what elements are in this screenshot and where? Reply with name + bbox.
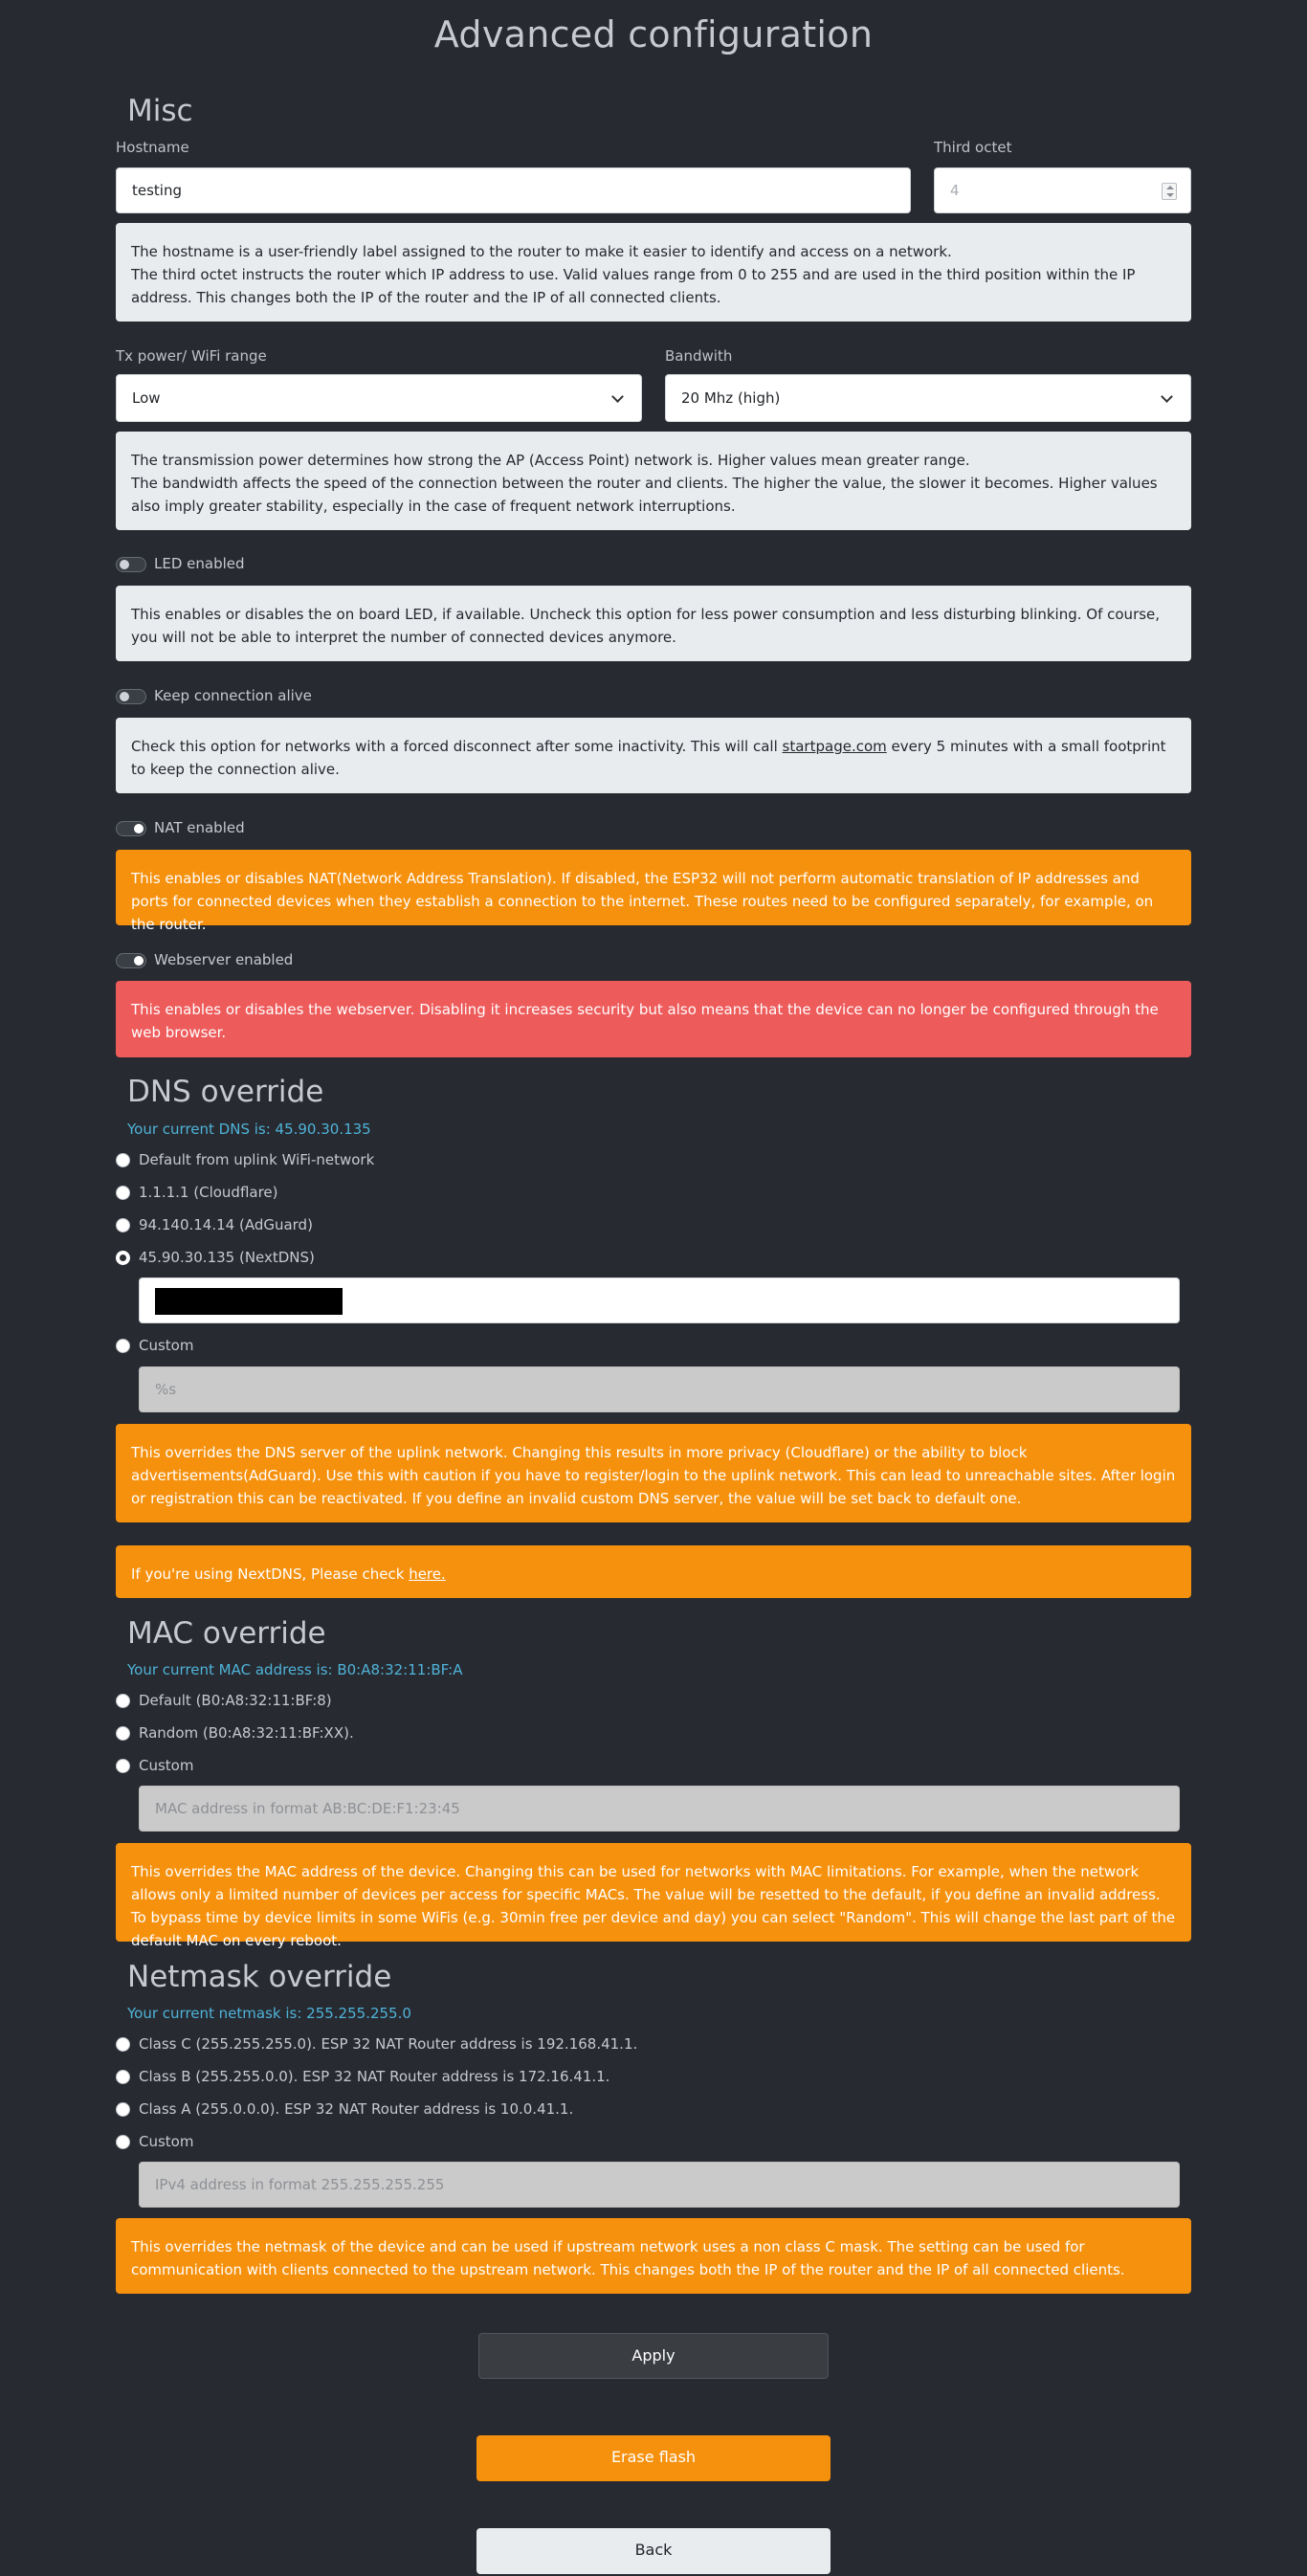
- toggle-knob: [120, 560, 129, 569]
- mac-radio-custom[interactable]: [116, 1759, 130, 1773]
- third-octet-label: Third octet: [934, 139, 1012, 156]
- nextdns-here-link[interactable]: here.: [409, 1566, 446, 1583]
- nextdns-info-text: [131, 1563, 1176, 1586]
- tx-power-info-text: The transmission power determines how strong the AP (Access Point) network is. Higher values mean greater range.: [131, 452, 970, 469]
- mac-option-custom: Custom: [139, 1757, 194, 1774]
- current-mac: Your current MAC address is: B0:A8:32:11:BF:A: [127, 1661, 463, 1678]
- keepalive-label: Keep connection alive: [154, 687, 312, 704]
- bandwidth-select[interactable]: [665, 374, 1191, 422]
- chevron-down-icon: [611, 390, 624, 403]
- dns-radio-custom[interactable]: [116, 1339, 130, 1353]
- netmask-radio-class-c[interactable]: [116, 2037, 130, 2052]
- toggle-knob: [134, 956, 144, 966]
- netmask-info-text: This overrides the netmask of the device and can be used if upstream network uses a non class C mask. The setting can be used for communication with clients connected to the upstream network. This changes both the IP of the router and the IP of all connected clients.: [131, 2238, 1125, 2278]
- dns-option-cloudflare: 1.1.1.1 (Cloudflare): [139, 1184, 278, 1201]
- nat-toggle[interactable]: [116, 821, 146, 836]
- led-info-box: [116, 586, 1191, 661]
- bandwidth-info-text: The bandwidth affects the speed of the connection between the router and clients. The higher the value, the slower it becomes. Higher values also imply greater stability, especially in the case of frequent network interruptions.: [131, 475, 1158, 515]
- back-button[interactable]: Back: [476, 2528, 831, 2574]
- mac-info-box: [116, 1843, 1191, 1949]
- third-octet-input[interactable]: [934, 167, 1191, 213]
- dns-info-text: This overrides the DNS server of the uplink network. Changing this results in more privacy (Cloudflare) or the ability to block advertisements(AdGuard). Use this with caution if you have to register/login to the uplink network. This can lead to unreachable sites. After login or registration this can be reactivated. If you define an invalid custom DNS server, the value will be set back to default one.: [131, 1444, 1176, 1507]
- misc-heading: Misc: [127, 94, 193, 128]
- nat-info-text: This enables or disables NAT(Network Address Translation). If disabled, the ESP32 will not perform automatic translation of IP addresses and ports for connected devices when they establish a connection to the internet. These routes need to be configured separately, for example, on the router.: [131, 870, 1154, 933]
- tx-power-select[interactable]: [116, 374, 642, 422]
- keepalive-toggle[interactable]: [116, 689, 146, 704]
- tx-power-label: Tx power/ WiFi range: [116, 347, 267, 365]
- current-dns: Your current DNS is: 45.90.30.135: [127, 1121, 371, 1138]
- hostname-info-box: [116, 223, 1191, 322]
- dns-option-adguard: 94.140.14.14 (AdGuard): [139, 1216, 313, 1233]
- dns-option-custom: Custom: [139, 1337, 194, 1354]
- hostname-label: Hostname: [116, 139, 189, 156]
- hostname-input[interactable]: testing: [116, 167, 911, 213]
- tx-power-value: Low: [132, 389, 161, 407]
- mac-info-text: This overrides the MAC address of the device. Changing this can be used for networks with MAC limitations. For example, when the network allows only a limited number of devices per access for specific MACs. The value will be resetted to the default, if you define an invalid address. To bypass time by device limits in some WiFis (e.g. 30min free per device and day) you can select "Random". This will change the last part of the default MAC on every reboot.: [131, 1863, 1176, 1949]
- dns-radio-nextdns[interactable]: [116, 1251, 130, 1265]
- keepalive-info-pre: Check this option for networks with a forced disconnect after some inactivity. This will call: [131, 738, 783, 755]
- custom-mac-input[interactable]: MAC address in format AB:BC:DE:F1:23:45: [139, 1786, 1180, 1832]
- nat-label: NAT enabled: [154, 819, 245, 836]
- page-title: Advanced configuration: [433, 13, 874, 56]
- netmask-info-box: [116, 2218, 1191, 2294]
- netmask-option-custom: Custom: [139, 2133, 194, 2150]
- webserver-info-text: This enables or disables the webserver. Disabling it increases security but also means that the device can no longer be configured through the web browser.: [131, 1001, 1159, 1041]
- netmask-option-class-c: Class C (255.255.255.0). ESP 32 NAT Router address is 192.168.41.1.: [139, 2035, 638, 2053]
- netmask-radio-custom[interactable]: [116, 2135, 130, 2149]
- dns-option-nextdns: 45.90.30.135 (NextDNS): [139, 1249, 315, 1266]
- mac-option-default: Default (B0:A8:32:11:BF:8): [139, 1692, 332, 1709]
- nextdns-info-pre: If you're using NextDNS, Please check: [131, 1566, 410, 1583]
- toggle-knob: [120, 692, 129, 701]
- apply-button[interactable]: Apply: [478, 2333, 829, 2379]
- mac-radio-random[interactable]: [116, 1726, 130, 1741]
- number-stepper-icon[interactable]: [1162, 183, 1177, 200]
- bandwidth-value: 20 Mhz (high): [681, 389, 781, 407]
- dns-option-default: Default from uplink WiFi-network: [139, 1151, 375, 1168]
- netmask-option-class-a: Class A (255.0.0.0). ESP 32 NAT Router address is 10.0.41.1.: [139, 2100, 574, 2118]
- keepalive-info-box: [116, 718, 1191, 793]
- webserver-info-box: [116, 981, 1191, 1057]
- nat-info-box: [116, 850, 1191, 933]
- netmask-heading: Netmask override: [127, 1960, 392, 1994]
- third-octet-value: 4: [950, 182, 960, 199]
- nextdns-info-box: [116, 1545, 1191, 1598]
- current-netmask: Your current netmask is: 255.255.255.0: [127, 2005, 411, 2022]
- netmask-radio-class-b[interactable]: [116, 2070, 130, 2084]
- erase-flash-button[interactable]: Erase flash: [476, 2435, 831, 2481]
- dns-info-box: [116, 1424, 1191, 1522]
- third-octet-info-text: The third octet instructs the router which IP address to use. Valid values range from 0 to 255 and are used in the third position within the IP address. This changes both the IP of the router and the IP of all connected clients.: [131, 266, 1136, 306]
- toggle-knob: [134, 824, 144, 833]
- mac-radio-default[interactable]: [116, 1694, 130, 1708]
- mac-heading: MAC override: [127, 1616, 326, 1651]
- keepalive-info-post: every 5 minutes with a small footprint to keep the connection alive.: [131, 738, 1166, 778]
- dns-radio-adguard[interactable]: [116, 1218, 130, 1232]
- led-info-text: This enables or disables the on board LED, if available. Uncheck this option for less power consumption and less disturbing blinking. Of course, you will not be able to interpret the number of connected devices anymore.: [131, 606, 1161, 646]
- startpage-link[interactable]: startpage.com: [782, 738, 887, 755]
- custom-netmask-input[interactable]: IPv4 address in format 255.255.255.255: [139, 2162, 1180, 2208]
- led-label: LED enabled: [154, 555, 245, 572]
- netmask-option-class-b: Class B (255.255.0.0). ESP 32 NAT Router address is 172.16.41.1.: [139, 2068, 610, 2085]
- tx-power-info-box: [116, 432, 1191, 530]
- keepalive-info-text: [131, 735, 1176, 781]
- dns-radio-cloudflare[interactable]: [116, 1186, 130, 1200]
- led-toggle[interactable]: [116, 557, 146, 572]
- mac-option-random: Random (B0:A8:32:11:BF:XX).: [139, 1724, 354, 1742]
- bandwidth-label: Bandwith: [665, 347, 733, 365]
- netmask-radio-class-a[interactable]: [116, 2102, 130, 2117]
- hostname-info-text: The hostname is a user-friendly label assigned to the router to make it easier to identify and access on a network.: [131, 243, 952, 260]
- dns-heading: DNS override: [127, 1075, 324, 1109]
- dns-radio-default[interactable]: [116, 1153, 130, 1167]
- chevron-down-icon: [1161, 390, 1173, 403]
- redacted-value: [155, 1288, 343, 1315]
- webserver-label: Webserver enabled: [154, 951, 294, 968]
- webserver-toggle[interactable]: [116, 953, 146, 968]
- custom-dns-input[interactable]: %s: [139, 1366, 1180, 1412]
